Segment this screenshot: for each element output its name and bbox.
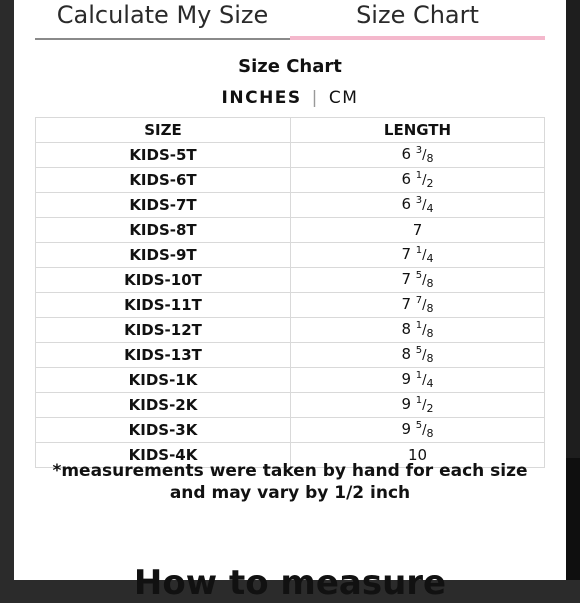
length-whole: 8 bbox=[401, 320, 411, 338]
size-cell: KIDS-7T bbox=[36, 193, 291, 218]
length-denominator: 2 bbox=[426, 402, 434, 415]
table-row bbox=[36, 318, 545, 343]
length-denominator: 8 bbox=[426, 152, 434, 165]
size-cell: KIDS-1K bbox=[36, 368, 291, 393]
size-cell: KIDS-9T bbox=[36, 243, 291, 268]
length-numerator: 1 bbox=[415, 170, 423, 181]
length-value: 7 $^1/_4$ bbox=[401, 245, 434, 265]
tab-bar bbox=[35, 0, 545, 40]
length-denominator: 8 bbox=[426, 277, 434, 290]
length-denominator: 4 bbox=[426, 202, 434, 215]
length-cell bbox=[291, 293, 545, 318]
measurement-note-line-1: *measurements were taken by hand for each size bbox=[52, 461, 528, 481]
unit-separator: | bbox=[311, 88, 319, 108]
length-whole: 9 bbox=[401, 370, 411, 388]
length-whole: 6 bbox=[401, 170, 411, 188]
length-value: 6 $^3/_4$ bbox=[401, 195, 434, 215]
size-cell: KIDS-6T bbox=[36, 168, 291, 193]
length-numerator: 3 bbox=[415, 195, 423, 206]
length-numerator: 1 bbox=[415, 370, 423, 381]
length-cell bbox=[291, 343, 545, 368]
table-row bbox=[36, 143, 545, 168]
length-numerator: 3 bbox=[415, 145, 423, 156]
length-value: 7 $^7/_8$ bbox=[401, 295, 434, 315]
length-cell bbox=[291, 218, 545, 243]
size-table bbox=[35, 117, 545, 468]
length-numerator: 1 bbox=[415, 245, 423, 256]
length-value: 9 $^1/_2$ bbox=[401, 395, 434, 415]
length-cell bbox=[291, 268, 545, 293]
length-numerator: 1 bbox=[415, 395, 423, 406]
size-cell: KIDS-2K bbox=[36, 393, 291, 418]
size-cell: KIDS-5T bbox=[36, 143, 291, 168]
length-value: 6 $^1/_2$ bbox=[401, 170, 434, 190]
length-denominator: 2 bbox=[426, 177, 434, 190]
length-whole: 9 bbox=[401, 420, 411, 438]
length-denominator: 4 bbox=[426, 377, 434, 390]
tab-calculate-my-size[interactable]: Calculate My Size bbox=[35, 0, 290, 40]
length-cell bbox=[291, 418, 545, 443]
length-whole: 8 bbox=[401, 345, 411, 363]
size-cell: KIDS-4K bbox=[36, 443, 291, 468]
size-cell: KIDS-13T bbox=[36, 343, 291, 368]
unit-inches-option[interactable]: INCHES bbox=[221, 88, 302, 108]
length-whole: 6 bbox=[401, 145, 411, 163]
how-to-measure-heading: How to measure bbox=[133, 563, 447, 603]
length-value bbox=[413, 221, 423, 239]
table-row bbox=[36, 393, 545, 418]
table-header-row bbox=[36, 118, 545, 143]
column-header-size: SIZE bbox=[36, 118, 291, 143]
tab-size-chart[interactable]: Size Chart bbox=[290, 0, 545, 40]
background-edge-lower bbox=[566, 458, 580, 580]
table-row bbox=[36, 293, 545, 318]
table-row bbox=[36, 343, 545, 368]
length-denominator: 4 bbox=[426, 252, 434, 265]
size-cell: KIDS-11T bbox=[36, 293, 291, 318]
length-whole: 7 bbox=[401, 270, 411, 288]
length-value: 9 $^1/_4$ bbox=[401, 370, 434, 390]
size-cell: KIDS-3K bbox=[36, 418, 291, 443]
length-whole: 7 bbox=[412, 221, 423, 239]
length-cell bbox=[291, 393, 545, 418]
table-row bbox=[36, 193, 545, 218]
length-denominator: 8 bbox=[426, 352, 434, 365]
length-whole: 7 bbox=[401, 295, 411, 313]
length-whole: 10 bbox=[407, 446, 428, 464]
length-denominator: 8 bbox=[426, 427, 434, 440]
table-row bbox=[36, 418, 545, 443]
length-denominator: 8 bbox=[426, 302, 434, 315]
length-whole: 6 bbox=[401, 195, 411, 213]
table-row bbox=[36, 218, 545, 243]
table-row bbox=[36, 268, 545, 293]
size-table-body bbox=[36, 143, 545, 468]
length-numerator: 5 bbox=[415, 345, 423, 356]
length-value: 6 $^3/_8$ bbox=[401, 145, 434, 165]
length-value: 8 $^1/_8$ bbox=[401, 320, 434, 340]
size-chart-title: Size Chart bbox=[238, 56, 342, 77]
length-value: 8 $^5/_8$ bbox=[401, 345, 434, 365]
length-numerator: 7 bbox=[415, 295, 423, 306]
length-cell bbox=[291, 193, 545, 218]
length-denominator: 8 bbox=[426, 327, 434, 340]
length-cell bbox=[291, 368, 545, 393]
measurement-note bbox=[34, 460, 546, 504]
size-cell: KIDS-10T bbox=[36, 268, 291, 293]
length-whole: 9 bbox=[401, 395, 411, 413]
table-row bbox=[36, 368, 545, 393]
size-chart-sheet bbox=[14, 0, 566, 603]
table-row bbox=[36, 243, 545, 268]
size-cell: KIDS-8T bbox=[36, 218, 291, 243]
column-header-length: LENGTH bbox=[291, 118, 545, 143]
unit-cm-option[interactable]: CM bbox=[328, 88, 359, 108]
length-numerator: 5 bbox=[415, 270, 423, 281]
length-whole: 7 bbox=[401, 245, 411, 263]
length-cell bbox=[291, 168, 545, 193]
measurement-note-line-2: and may vary by 1/2 inch bbox=[169, 483, 411, 503]
size-cell: KIDS-12T bbox=[36, 318, 291, 343]
length-cell bbox=[291, 143, 545, 168]
length-value: 7 $^5/_8$ bbox=[401, 270, 434, 290]
length-cell bbox=[291, 243, 545, 268]
length-numerator: 1 bbox=[415, 320, 423, 331]
length-value: 9 $^5/_8$ bbox=[401, 420, 434, 440]
table-row bbox=[36, 168, 545, 193]
unit-toggle bbox=[14, 88, 566, 108]
length-cell bbox=[291, 318, 545, 343]
length-numerator: 5 bbox=[415, 420, 423, 431]
